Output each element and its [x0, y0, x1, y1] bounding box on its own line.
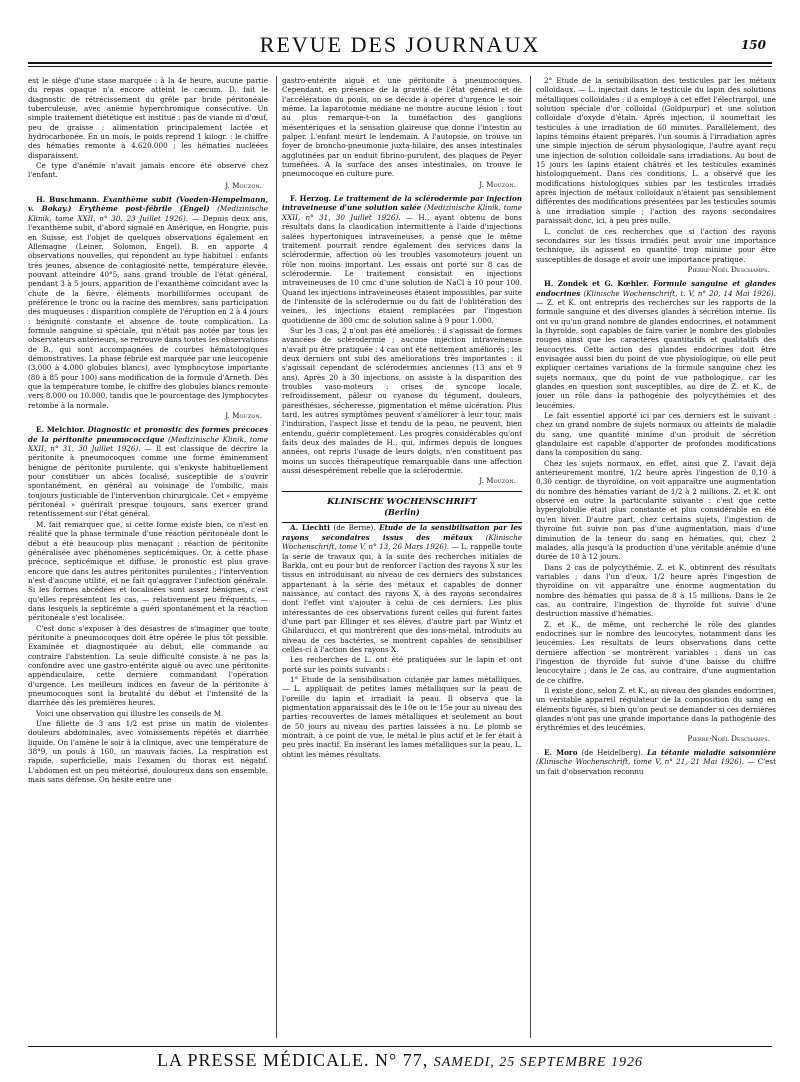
article-entry [28, 425, 268, 518]
article-source: (Medizinische Klinik, tome XXII, n° 31, 30 Juillet 1926). [28, 434, 268, 454]
running-title: REVUE DES JOURNAUX [259, 32, 541, 57]
article-title: Diagnostic et pronostic des formes précoces de la péritonite pneumococcique [28, 425, 268, 444]
article-source: (Klinische Wochenschrift, t. V, n° 20, 14 Mai 1926). [583, 288, 776, 298]
article-author: A. Liechti [290, 523, 330, 533]
footer-date: SAMEDI, 25 SEPTEMBRE 1926 [433, 1055, 644, 1070]
text-columns [28, 76, 776, 1038]
paragraph: Voici une observation qui illustre les conseils de M. [36, 708, 224, 718]
paragraph: Chez les sujets normaux, en effet, ainsi que Z. l'avait déjà antérieurement montré, 1/2 heure après l'ingestion de 0,10 à 0,30 centigr. de thyroïdine, on voit apparaître une augmentation du nombre des hématies variant de 1/2 à 2 millions. Z. et K. ont observé en outre la particularité suivante : c'est que cette hyperglobulie était plus constante et plus considérable en été qu'en hiver. D'autre part, chez certains sujets, l'ingestion de thyroïne fut suivie non pas d'une augmentation, mais d'une diminution de la teneur du sang en hématies, qui, chez 2 malades, alla jusqu'à la production d'une véritable anémie d'une durée de 10 à 12 jours. [536, 458, 776, 562]
paragraph: Il existe donc, selon Z. et K., au niveau des glandes endocrines, un véritable appareil régulateur de la composition du sang en éléments figurés, si bien qu'on peut se demander si ces dernières glandes n'ont pas une grande importance dans la pathogénie des érythrémies et des leucémies. [536, 686, 776, 733]
author-signature: J. Mouzon. [225, 180, 262, 190]
article-author: H. Buschmann. [36, 195, 100, 205]
paragraph: est le siège d'une stase marquée : à la 4e heure, aucune partie du repas opaque n'a encore atteint le cæcum. D. fait le diagnostic de rétrécissement du grêle par bride péritonéale tuberculeuse, avec anémie hyperchromique consécutive. Un simple traitement diététique est institué : pas de viande ni d'œuf, peu de graisse : alimentation principalement lactée et hydrocarbonée. En un mois, le poids reprend 1 kilogr. : le chiffre des hématies remonte à 4.620.000 ; les hématies nucléées disparaissent. [28, 76, 268, 160]
article-title: Etude de la sensibilisation par les rayons secondaires issus des métaux [282, 523, 522, 542]
article-source: (Medizinische Klinik, tome XXII, n° 30, 23 Juillet 1926). [28, 204, 268, 223]
article-entry [282, 523, 522, 654]
paragraph: L. conclut de ces recherches que si l'action des rayons secondaires sur les tissus irradiés peut avoir une importance technique, ils agissent en quantité trop minime pour être susceptibles de dosage et avoir une importance pratique. [536, 226, 776, 264]
footer-journal: LA PRESSE MÉDICALE. [156, 1050, 370, 1070]
article-title: Le traitement de la sclérodermie par injection intraveineuse d'une solution salée [282, 194, 522, 213]
paragraph: Le fait essentiel apporté ici par ces derniers est le suivant : chez un grand nombre de sujets normaux ou atteints de maladie du sang, une quantité minime d'un produit de sécrétion glandulaire est capable d'apporter de profondes modifications dans la composition du sang. [536, 411, 776, 458]
article-body: — L. rappelle toute la série de travaux qui, à la suite des recherches initiales de Barkla, ont eu pour but de renforcer l'action des rayons X sur les tissus en introduisant au niveau de ces derniers des substances appartenant à la série des métaux et capables de donner naissance, au contact des rayons X, à des rayons secondaires dont l'effet vint s'ajouter à celui de ces derniers. Les plus intéressantes de ces observations furent celles qui furent faites d'une part par Ellinger et ses élèves, d'autre part par Wintz et Ghilarducci, et qui montrèrent que des ions-métal, introduits au niveau de ces bactéries, se montrent capables de sensibiliser celles-ci à l'action des rayons X. [282, 542, 522, 654]
column-right [536, 76, 776, 1038]
article-entry [282, 194, 522, 325]
page-footer [28, 1050, 772, 1076]
section-title: KLINISCHE WOCHENSCHRIFT [327, 496, 477, 507]
author-signature: J. Mouzon. [479, 476, 516, 486]
author-affiliation: (de Heidelberg). [581, 748, 644, 758]
page-header [28, 28, 772, 60]
article-entry [536, 279, 776, 410]
author-affiliation: (de Berne). [333, 523, 376, 533]
paragraph: Les recherches de L. ont été pratiquées sur le lapin et ont porté sur les points suivants : [282, 655, 522, 674]
article-title: Exanthème subit (Voeden-Hempelmann, v. Bokay.) Erythème post-fébrile (Engel) [28, 195, 268, 214]
section-subtitle: (Berlin) [384, 507, 420, 518]
article-entry [536, 748, 776, 776]
author-signature: J. Mouzon. [225, 411, 262, 421]
page-number: 150 [740, 38, 766, 52]
paragraph: C'est donc s'exposer à des désastres de s'imaginer que toute péritonite à pneumocoques doit être opérée le plus tôt possible. Examinée et diagnostiquée au début, elle commande au contraire l'abstention. La seule difficulté consiste à ne pas la confondre avec une gastro-entérite aiguë ou avec une péritonite appendiculaire, cette dernière commandant l'opération d'urgence. Les meilleurs indices en faveur de la péritonite à pneumocoques sont la brutalité du début et l'intensité de la diarrhée dès les premières heures. [28, 623, 268, 708]
paragraph: Dans 2 cas de polycythémie, Z. et K. obtinrent des résultats variables ; dans l'un d'eux, 1/2 heure après l'ingestion de thyroïdine on vit apparaître une énorme augmentation du nombre des hématies qui passa de 8 à 15 millions. Dans le 2e cas, au contraire, l'ingestion de thyroïde fut suivie d'une destruction massive d'hématies. [536, 562, 776, 619]
article-title: Formule sanguine et glandes endocrines [536, 279, 776, 298]
paragraph: 2° Etude de la sensibilisation des testicules par les métaux colloïdaux. — L. injectait dans le testicule du lapin des solutions métalliques colloïdales : il a employé à cet effet l'électrargol, une solution spéciale d'or colloïdal (Goldpurpur) et une solution colloïdale d'oxyde d'étain. Après injection, il soumettait les testicules à une irradiation de 60 minutes. Parallèlement, des lapins témoins étaient préparés, l'un soumis à l'irradiation après une simple injection de sérum physiologique, l'autre ayant reçu une injection de solution colloïdale sans irradiations. Au bout de 15 jours les lapins étaient châtrés et les testicules examinés histologiquement. Dans ces conditions, L. a observé que les modifications histologiques subies par les testicules irradiés après injection de métaux colloïdaux n'étaient pas sensiblement différentes des modifications présentées par les testicules soumis à une irradiation simple ; l'action des rayons secondaires paraissait donc, ici, à peu près nulle. [536, 76, 776, 226]
paragraph: M. fait remarquer que, si cette forme existe bien, ce n'est en réalité que la phase terminale d'une réaction péritonéale dont le début a été beaucoup plus menaçant : réaction de péritonite généralisée avec phénomènes septicémiques. Or, à cette phase précoce, septicémique et diffuse, le pronostic est plus grave encore que dans les autres péritonites purulentes ; l'intervention n'est d'aucune utilité, et ne fait qu'aggraver l'infection générale. Si les formes abcédées et localisées sont assez bénignes, c'est qu'elles représentent les cas, — relativement peu fréquents, — dans lesquels la septicémie a guéri spontanément et la réaction péritonéale s'est localisée. [28, 519, 268, 623]
article-author: E. Melchior. [36, 425, 85, 435]
article-author: F. Herzog. [290, 194, 332, 204]
article-body: — C'est un fait d'observation reconnu [536, 757, 776, 776]
article-body: — H., ayant obtenu de bons résultats dans la claudication intermittente à l'aide d'injections salées hypertoniques intraveineuses, a pensé que le même traitement pourrait rendre également des services dans la sclérodermie, affection où les troubles vasomoteurs jouent un rôle non moins important. Les essais ont porté sur 8 cas de sclérodermie. Le traitement consistait en injections intraveineuses de 10 cmc d'une solution de NaCl à 10 pour 100. Quand les injections intraveineuses étaient impossibles, par suite de l'intensité de la sclérodermie ou du fait de l'oblitération des veines, les injections étaient remplacées par l'ingestion quotidienne de 300 cmc de solution saline à 9 pour 1.000. [282, 212, 522, 325]
author-signature: J. Mouzon. [479, 179, 516, 189]
column-middle [282, 76, 522, 1038]
article-author: E. Moro [544, 748, 578, 758]
paragraph: Z. et K., de même, ont recherché le rôle des glandes endocrines sur le nombre des leucocytes, notamment dans les leucémies. Les résultats de leurs observations dans cette dernière affection se montrèrent variables : dans un cas l'ingestion de thyroïde fut suivie d'une baisse du chiffre leucocytaire ; dans le 2e cas, au contraire, d'une augmentation de ce chiffre. [536, 619, 776, 685]
author-signature: Pierre-Noël Deschamps. [687, 733, 770, 743]
paragraph: gastro-entérite aiguë et une péritonite à pneumocoques. Cependant, en présence de la gravité de l'état général et de l'accélération du pouls, on se décide à opérer d'urgence le soir même. La laparotomie médiane ne montre aucune lésion : tout au plus remarque-t-on la tuméfaction des ganglions mésentériques et la sensation glaireuse que donne l'intestin au palper. L'enfant meurt le lendemain. A l'autopsie, on trouve un foyer de broncho-pneumonie juxta-hilaire, des anses intestinales agglutinées par un enduit fibrino-purulent, des plaques de Peyer tuméfiées. A la surface des anses intestinales, on trouve le pneumocoque en culture pure. [282, 76, 522, 179]
paragraph: Ce type d'anémie n'avait jamais encore été observé chez l'enfant. [28, 161, 268, 180]
article-entry [28, 195, 268, 410]
paragraph: Sur les 3 cas, 2 n'ont pas été améliorés : il s'agissait de formes avancées de sclérodermie ; aucune injection intraveineuse n'avait pu être pratiquée : 4 cas ont été nettement améliorés ; les deux derniers ont subi des améliorations très importantes : il s'agissait cependant de sclérodermies anciennes (13 ans et 9 ans). Après 20 à 30 injections, on assiste à la disparition des troubles vaso-moteurs : crises de syncope locale, refroidissement, pâleur ou cyanose du tégument, douleurs, paresthésies, sécheresse, pigmentation et même ulcération. Plus tard, les autres symptômes peuvent s'améliorer à leur tour, mais l'induration, l'aspect lisse et tendu de la peau, ne peuvent, bien entendu, guérir complètement. Les progrès considérables qu'ont faits deux des malades de H., qui, infirmes depuis de longues années, ont repris l'usage de leurs doigts, n'en constituent pas moins un succès thérapeutique remarquable dans une affection aussi désespérément rebelle que la sclérodermie. [282, 325, 522, 476]
article-source: (Klinische Wochenschrift, tome V, n° 21, 21 Mai 1926). [536, 757, 744, 767]
footer-issue: N° 77, [375, 1050, 429, 1070]
paragraph: Une fillette de 3 ans 1/2 est prise un matin de violentes douleurs abdominales, avec vomissements répétés et diarrhée liquide. On l'amène le soir à la clinique, avec une température de 38°9, un pouls à 160, un mauvais faciès. La respiration est rapide, superficielle, mais l'examen du thorax est négatif. L'abdomen est un peu météorisé, douloureux dans son ensemble, mais sans défense. On hésite entre une [28, 719, 268, 785]
article-author: H. Zondek et G. Kœhler. [544, 279, 649, 289]
header-rule [28, 62, 772, 64]
article-body: — Il est classique de décrire la péritonite à pneumocoques comme une forme éminemment bénigne de péritonite purulente, qui s'enkyste habituellement pour constituer un abcès localisé, susceptible de s'ouvrir spontanément, en général au voisinage de l'ombilic, mais toujours justiciable de l'intervention chirurgicale. Cet « empyème péritonéal » guérirait presque toujours, sans exercer grand retentissement sur l'état général. [28, 444, 268, 519]
article-source: (Medizinische Klinik, tome XXII, n° 31, 30 Juillet 1926). [282, 203, 522, 222]
article-body: — Depuis deux ans, l'exanthème subit, d'abord signalé en Amérique, en Hongrie, puis en Suisse, est l'objet de quelques observations également en Allemagne (Leiner, Solomon, Engel). B. en apporte 4 observations nouvelles, qui répondent au type habituel : enfants très jeunes, absence de contagiosité nette, température élevée, pouvant atteindre 40°5, sans grand trouble de l'état général, pendant 3 à 5 jours, apparition de l'exanthème coïncidant avec la chute de la fièvre, éléments morbilliformes occupant de préférence le tronc ou la racine des membres, sans participation des muqueuses : disparition complète de l'éruption en 2 à 4 jours : bénignité constante et absence de toute complication. La formule sanguine si spéciale, qui n'était pas notée par tous les observateurs antérieurs, se retrouve dans toutes les observations de B., qui sont accompagnées de courbes hématologiques démonstratives. La phase fébrile est marquée par une leucopénie (3.000 à 4.000 globules blancs), avec lymphocytose importante (80 à 85 pour 100) sans modification de la formule d'Arneth. Dès que la température tombe, le chiffre des globules blancs remonte vers 8.000 ou 10.000, tandis que le pourcentage des lymphocytes retombe à la normale. [28, 213, 268, 410]
column-divider [276, 76, 277, 1038]
article-title: La tétanie maladie saisonnière [647, 748, 776, 758]
article-body: — Z. et K. ont entrepris des recherches sur les rapports de la formule sanguine et des diverses glandes à sécrétion interne. Ils ont vu qu'un grand nombre de glandes endocrines, et notamment la thyroïde, sont capables de faire varier le nombre des globules rouges ainsi que les caractères quantitatifs et qualitatifs des leucocytes. Cette action des glandes endocrines doit être envisagée aussi bien du point de vue physiologique, où elle peut expliquer certaines variations de la formule sanguine chez les sujets normaux, que du point de vue pathologique, car les glandes en question sont susceptibles, au dire de Z. et K., de jouer un rôle dans la pathogénie des polycythémies et des leucémies. [536, 297, 776, 410]
footer-rule [28, 1046, 772, 1047]
column-left [28, 76, 268, 1038]
paragraph: 1° Etude de la sensibilisation cutanée par lames métalliques. — L. appliquait de petites lames métalliques sur la peau de l'oreille du lapin et irradiait la peau. Il observa que la pigmentation apparaissait dès le 10e ou le 15e jour au niveau des parties recouvertes de lames métalliques et seulement au bout de 50 jours au niveau des parties laissées à nu. Le plomb se montrait, à ce point de vue, le métal le plus actif et le fer était à peu près inactif. En insérant les lames métalliques sur la peau, L. obtint les mêmes résultats. [282, 674, 522, 759]
column-divider [530, 76, 531, 1038]
header-rule-thin [28, 66, 772, 67]
author-signature: Pierre-Noël Deschamps. [687, 264, 770, 274]
section-rule [282, 491, 522, 492]
article-source: (Klinische Wochenschrift, tome V, n° 13, 26 Mars 1926). [282, 532, 522, 552]
